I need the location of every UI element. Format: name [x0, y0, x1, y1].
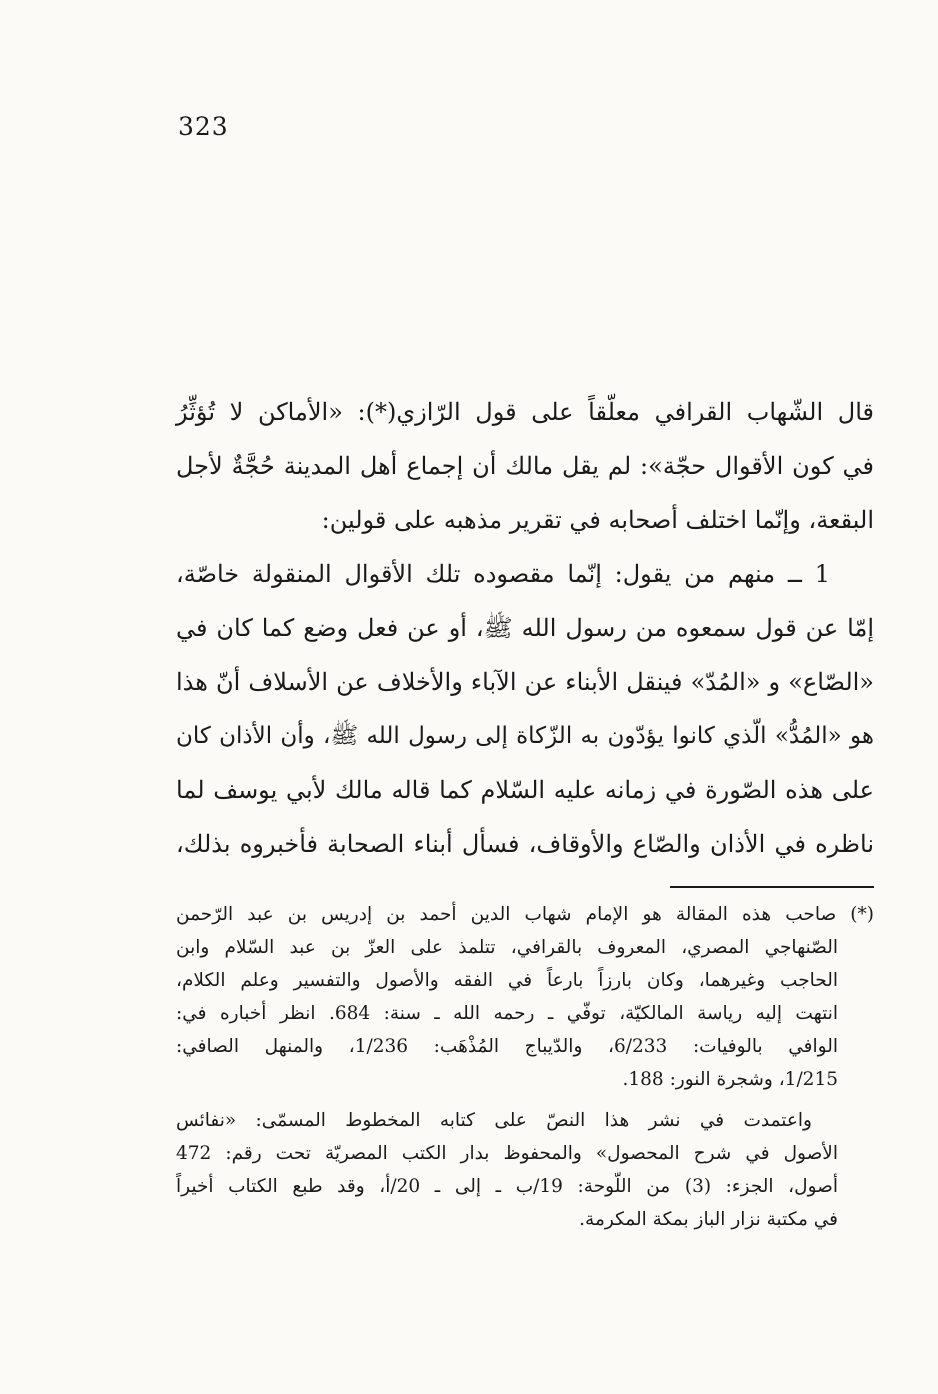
footnote-line: واعتمدت في نشر هذا النصّ على كتابه المخطوط المسمّى: «نفائس — [176, 1110, 812, 1131]
body-line: 1 ــ منهم من يقول: إنّما مقصوده تلك الأقوال المنقولة خاصّة، — [176, 560, 830, 588]
page-number: 323 — [178, 112, 229, 141]
body-line: البقعة، وإنّما اختلف أصحابه في تقرير مذهبه على قولين: — [321, 506, 874, 534]
footnote-line: الوافي بالوفيات: 6/233، والدّيباج المُذْهَب: 1/236، والمنهل الصافي: — [176, 1036, 838, 1057]
footnote-line: (*) صاحب هذه المقالة هو الإمام شهاب الدين أحمد بن إدريس بن عبد الرّحمن — [176, 904, 874, 925]
footnote-line: في مكتبة نزار الباز بمكة المكرمة. — [579, 1209, 838, 1230]
footnote-line: الحاجب وغيرهما، وكان بارزاً بارعاً في الفقه والأصول والتفسير وعلم الكلام، — [176, 970, 838, 991]
body-line: «الصّاع» و «المُدّ» فينقل الأبناء عن الآباء والأخلاف عن الأسلاف أنّ هذا — [176, 668, 874, 696]
main-text-block — [176, 385, 874, 871]
footnotes-block — [176, 898, 874, 1236]
footnote-line: 1/215، وشجرة النور: 188. — [622, 1069, 838, 1090]
footnote-line: الأصول في شرح المحصول» والمحفوظ بدار الكتب المصريّة تحت رقم: 472 — [176, 1143, 838, 1164]
body-line: هو «المُدُّ» الّذي كانوا يؤدّون به الزّكاة إلى رسول الله ﷺ، وأن الأذان كان — [176, 723, 874, 749]
footnote-line: انتهت إليه رياسة المالكيّة، توفّي ـ رحمه الله ـ سنة: 684. انظر أخباره في: — [176, 1003, 838, 1024]
body-line: قال الشّهاب القرافي معلّقاً على قول الرّازي(*): «الأماكن لا تُؤثِّرُ — [176, 398, 875, 426]
body-line: ناظره في الأذان والصّاع والأوقاف، فسأل أبناء الصحابة فأخبروه بذلك، — [176, 830, 874, 858]
footnote-line: أصول، الجزء: (3) من اللّوحة: 19/ب ـ إلى ـ 20/أ، وقد طبع الكتاب أخيراً — [176, 1176, 838, 1197]
body-line: في كون الأقوال حجّة»: لم يقل مالك أن إجماع أهل المدينة حُجَّةٌ لأجل — [176, 452, 874, 480]
body-line: إمّا عن قول سمعوه من رسول الله ﷺ، أو عن فعل وضع كما كان في — [176, 614, 874, 642]
footnote-separator — [670, 886, 874, 888]
footnote-line: الصّنهاجي المصري، المعروف بالقرافي، تتلمذ على العزّ بن عبد السّلام وابن — [176, 937, 838, 958]
body-line: على هذه الصّورة في زمانه عليه السّلام كما قاله مالك لأبي يوسف لما — [176, 776, 874, 804]
